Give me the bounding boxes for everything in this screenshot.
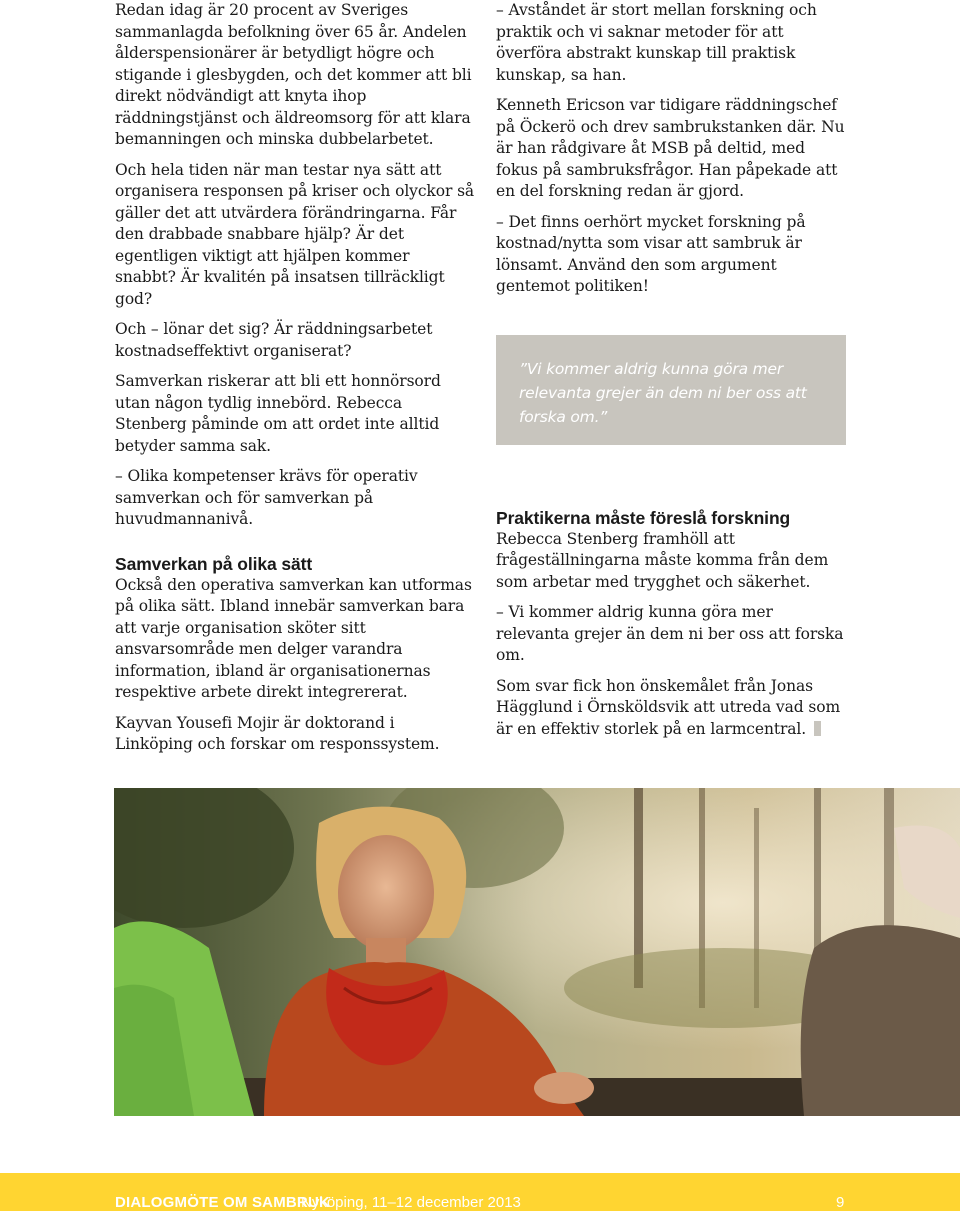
paragraph: – Det finns oerhört mycket forskning på kostnad/nytta som visar att sambruk är lönsamt. Använd den som argument gentemot politiken! [496,212,806,295]
footer-title: DIALOGMÖTE OM SAMBRUK [115,1194,331,1211]
footer-subtitle: Nyköping, 11–12 december 2013 [301,1194,521,1211]
paragraph: Och hela tiden när man testar nya sätt att organisera responsen på kriser och olyckor så gäller det att utvärdera förändringarna. Får den drabbade snabbare hjälp? Är det egentligen viktigt att hjälpen kommer snabbt? Är kvalitén på insatsen tillräckligt god? [115,160,475,308]
end-of-article-icon [814,721,821,736]
paragraph: – Avståndet är stort mellan forskning och praktik och vi saknar metoder för att överföra abstrakt kunskap till praktisk kunskap, sa han. [496,1,817,84]
paragraph: Kayvan Yousefi Mojir är doktorand i Linköping och forskar om responssystem. [115,713,440,753]
left-column [115,0,475,765]
paragraph [496,676,848,741]
photo-illustration [114,788,960,1116]
pull-quote-box [496,335,846,445]
paragraph: Redan idag är 20 procent av Sveriges sammanlagda befolkning över 65 år. Andelen ålderspensionärer är betydligt högre och stigande i glesbygden, och det kommer att bli direkt nödvändigt att knyta ihop räddningstjänst och äldreomsorg för att klara bemanningen och minska dubbelarbetet. [115,1,472,148]
paragraph-text: Som svar fick hon önskemålet från Jonas Hägglund i Örnsköldsvik att utreda vad som är en effektiv storlek på en larmcentral. [496,676,841,738]
paragraph: – Olika kompetenser krävs för operativ samverkan och för samverkan på huvudmannanivå. [115,467,418,528]
paragraph: Samverkan riskerar att bli ett honnörsord utan någon tydlig innebörd. Rebecca Stenberg påminde om att ordet inte alltid betyder samma sak. [115,372,441,455]
section-heading: Samverkan på olika sätt [115,553,313,574]
page-footer [0,1173,960,1211]
paragraph: Och – lönar det sig? Är räddningsarbetet kostnadseffektivt organiserat? [115,320,433,360]
pull-quote: ”Vi kommer aldrig kunna göra mer relevanta grejer än dem ni ber oss att forska om.” [519,360,807,426]
paragraph: Också den operativa samverkan kan utformas på olika sätt. Ibland innebär samverkan bara att varje organisation sköter sitt ansvarsområde men delger varandra information, ibland är organisationernas respektive arbete direkt integrererat. [115,575,472,701]
article-photo [114,788,960,1116]
section-heading: Praktikerna måste föreslå forskning [496,507,791,528]
paragraph: Rebecca Stenberg framhöll att frågeställningarna måste komma från dem som arbetar med trygghet och säkerhet. [496,529,829,591]
paragraph: Kenneth Ericson var tidigare räddningschef på Öckerö och drev sambrukstanken där. Nu är han rådgivare åt MSB på deltid, med fokus på sambruksfrågor. Han påpekade att en del forskning redan är gjord. [496,96,845,200]
paragraph: – Vi kommer aldrig kunna göra mer relevanta grejer än dem ni ber oss att forska om. [496,603,844,664]
page-number: 9 [836,1194,845,1211]
